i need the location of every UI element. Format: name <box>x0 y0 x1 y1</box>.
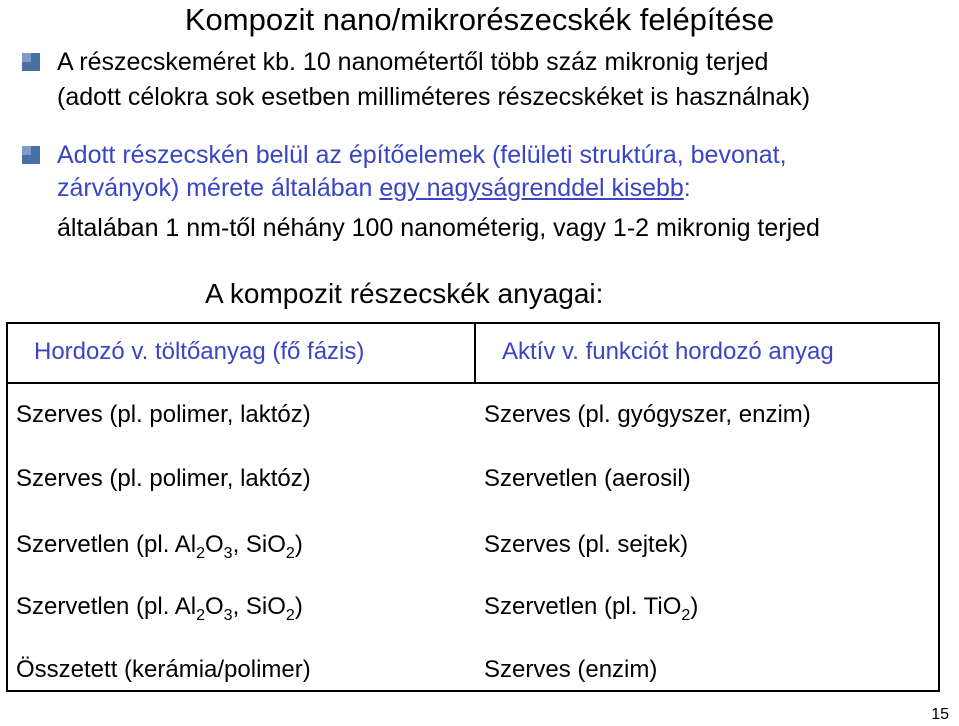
slide-title: Kompozit nano/mikrorészecskék felépítése <box>184 2 775 37</box>
square-bullet-icon <box>20 144 42 166</box>
table-cell-right: Szerves (pl. sejtek) <box>484 531 689 558</box>
bullet-2-text-black: általában <box>264 174 380 202</box>
square-bullet-icon <box>20 51 42 73</box>
bullet-1-line-2: (adott célokra sok esetben milliméteres részecskéket is használnak) <box>57 83 811 111</box>
header-divider <box>474 324 476 382</box>
bullet-2-colon: : <box>683 174 691 202</box>
section-heading: A kompozit részecskék anyagai: <box>205 278 604 309</box>
materials-table <box>6 322 940 692</box>
table-cell-right: Szervetlen (pl. TiO$_2$) <box>484 593 699 624</box>
header-separator <box>8 382 938 384</box>
table-cell-right: Szerves (pl. gyógyszer, enzim) <box>484 401 811 428</box>
bullet-2-line-3: általában 1 nm-től néhány 100 nanométerig, vagy 1-2 mikronig terjed <box>57 214 820 242</box>
table-cell-left: Szerves (pl. polimer, laktóz) <box>16 465 311 492</box>
bullet-2-text-blue: zárványok) mérete <box>57 174 265 202</box>
table-cell-left: Szerves (pl. polimer, laktóz) <box>16 401 311 428</box>
bullet-2-line-1: Adott részecskén belül az építőelemek (felületi struktúra, bevonat, <box>57 141 787 169</box>
bullet-2-underlined: egy nagyságrenddel kisebb <box>379 174 684 202</box>
header-right: Aktív v. funkciót hordozó anyag <box>502 338 834 365</box>
table-cell-left: Szervetlen (pl. $Al_2O_3$, SiO$_2$) <box>16 593 303 624</box>
table-cell-right: Szervetlen (aerosil) <box>484 465 691 492</box>
bullet-1-line-1: A részecskeméret kb. 10 nanométertől több száz mikronig terjed <box>57 48 769 76</box>
header-left: Hordozó v. töltőanyag (fő fázis) <box>34 338 365 365</box>
table-cell-left: Szervetlen (pl. $Al_2O_3$, SiO$_2$) <box>16 531 303 562</box>
page-number: 15 <box>931 706 949 723</box>
table-cell-left: Összetett (kerámia/polimer) <box>16 656 311 683</box>
bullet-2-line-2 <box>57 172 691 205</box>
table-cell-right: Szerves (enzim) <box>484 656 658 683</box>
